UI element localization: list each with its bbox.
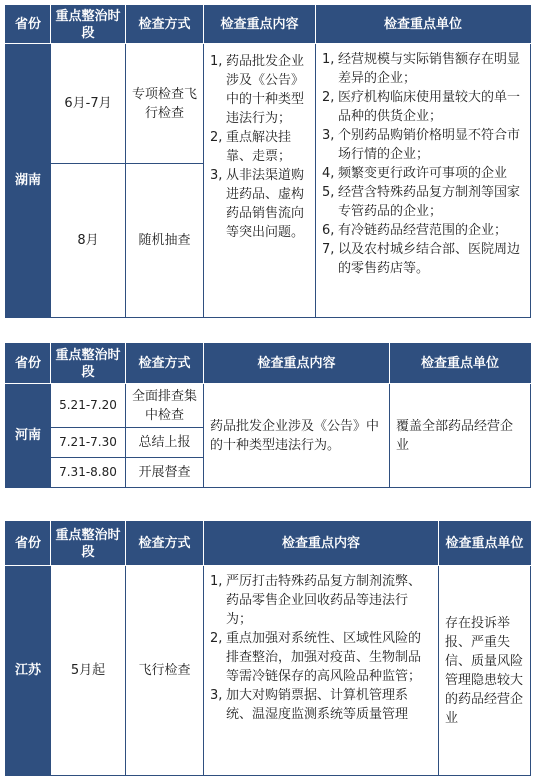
header-content: 检查重点内容: [204, 344, 390, 384]
list-item: 1, 经营规模与实际销售额存在明显差异的企业；: [322, 52, 521, 86]
list-item: 2, 医疗机构临床使用量较大的单一品种的供货企业；: [322, 90, 521, 124]
list-item: 2, 重点解决挂靠、走票；: [210, 130, 292, 164]
period-cell: 7.31-8.80: [51, 458, 126, 488]
header-unit: 检查重点单位: [390, 344, 531, 384]
header-province: 省份: [6, 522, 51, 566]
province-cell: 河南: [6, 384, 51, 488]
jiangsu-table: [5, 521, 531, 776]
list-item: 7, 以及农村城乡结合部、医院周边的零售药店等。: [322, 242, 521, 276]
list-item: 5, 经营含特殊药品复方制剂等国家专管药品的企业；: [322, 185, 521, 219]
hunan-table: [5, 5, 531, 318]
header-period: 重点整治时段: [51, 522, 126, 566]
header-method: 检查方式: [126, 6, 204, 44]
province-cell: 湖南: [6, 44, 51, 318]
period-cell: 6月-7月: [51, 44, 126, 164]
method-cell: 全面排查集中检查: [126, 384, 204, 428]
content-list: [210, 52, 309, 242]
header-content: 检查重点内容: [204, 522, 439, 566]
table-header-row: [6, 522, 531, 566]
henan-table: [5, 343, 531, 488]
method-cell: 专项检查飞行检查: [126, 44, 204, 164]
table-row: [6, 384, 531, 428]
header-province: 省份: [6, 344, 51, 384]
list-item: 1, 严厉打击特殊药品复方制剂流弊、药品零售企业回收药品等违法行为；: [210, 574, 422, 627]
method-cell: 飞行检查: [126, 566, 204, 776]
list-item: 6, 有冷链药品经营范围的企业；: [322, 223, 508, 238]
unit-cell: 覆盖全部药品经营企业: [390, 384, 531, 488]
period-cell: 7.21-7.30: [51, 428, 126, 458]
unit-cell: [316, 44, 531, 318]
period-cell: 5月起: [51, 566, 126, 776]
table-row: [6, 44, 531, 164]
list-item: 4, 频繁变更行政许可事项的企业: [322, 166, 508, 181]
unit-cell: 存在投诉举报、严重失信、质量风险管理隐患较大的药品经营企业: [439, 566, 531, 776]
unit-list: [322, 50, 524, 278]
list-item: 3, 从非法渠道购进药品、虚构药品销售流向等突出问题。: [210, 168, 305, 240]
header-unit: 检查重点单位: [316, 6, 531, 44]
province-cell: 江苏: [6, 566, 51, 776]
table-header-row: [6, 6, 531, 44]
period-cell: 8月: [51, 164, 126, 318]
method-cell: 总结上报: [126, 428, 204, 458]
period-cell: 5.21-7.20: [51, 384, 126, 428]
header-method: 检查方式: [126, 344, 204, 384]
content-cell: [204, 44, 316, 318]
table-row: [6, 566, 531, 776]
list-item: 2, 重点加强对系统性、区域性风险的排查整治，加强对疫苗、生物制品等需冷链保存的高风险品种监管；: [210, 631, 422, 684]
header-period: 重点整治时段: [51, 344, 126, 384]
method-cell: 随机抽查: [126, 164, 204, 318]
content-cell: [204, 566, 439, 776]
header-content: 检查重点内容: [204, 6, 316, 44]
list-item: 1, 药品批发企业涉及《公告》中的十种类型违法行为；: [210, 54, 305, 126]
table-header-row: [6, 344, 531, 384]
header-province: 省份: [6, 6, 51, 44]
header-method: 检查方式: [126, 522, 204, 566]
header-unit: 检查重点单位: [439, 522, 531, 566]
list-item: 3, 个别药品购销价格明显不符合市场行情的企业；: [322, 128, 521, 162]
method-cell: 开展督查: [126, 458, 204, 488]
content-list: [210, 572, 432, 724]
content-cell: 药品批发企业涉及《公告》中的十种类型违法行为。: [204, 384, 390, 488]
list-item: 3, 加大对购销票据、计算机管理系统、温湿度监测系统等质量管理: [210, 688, 409, 722]
header-period: 重点整治时段: [51, 6, 126, 44]
